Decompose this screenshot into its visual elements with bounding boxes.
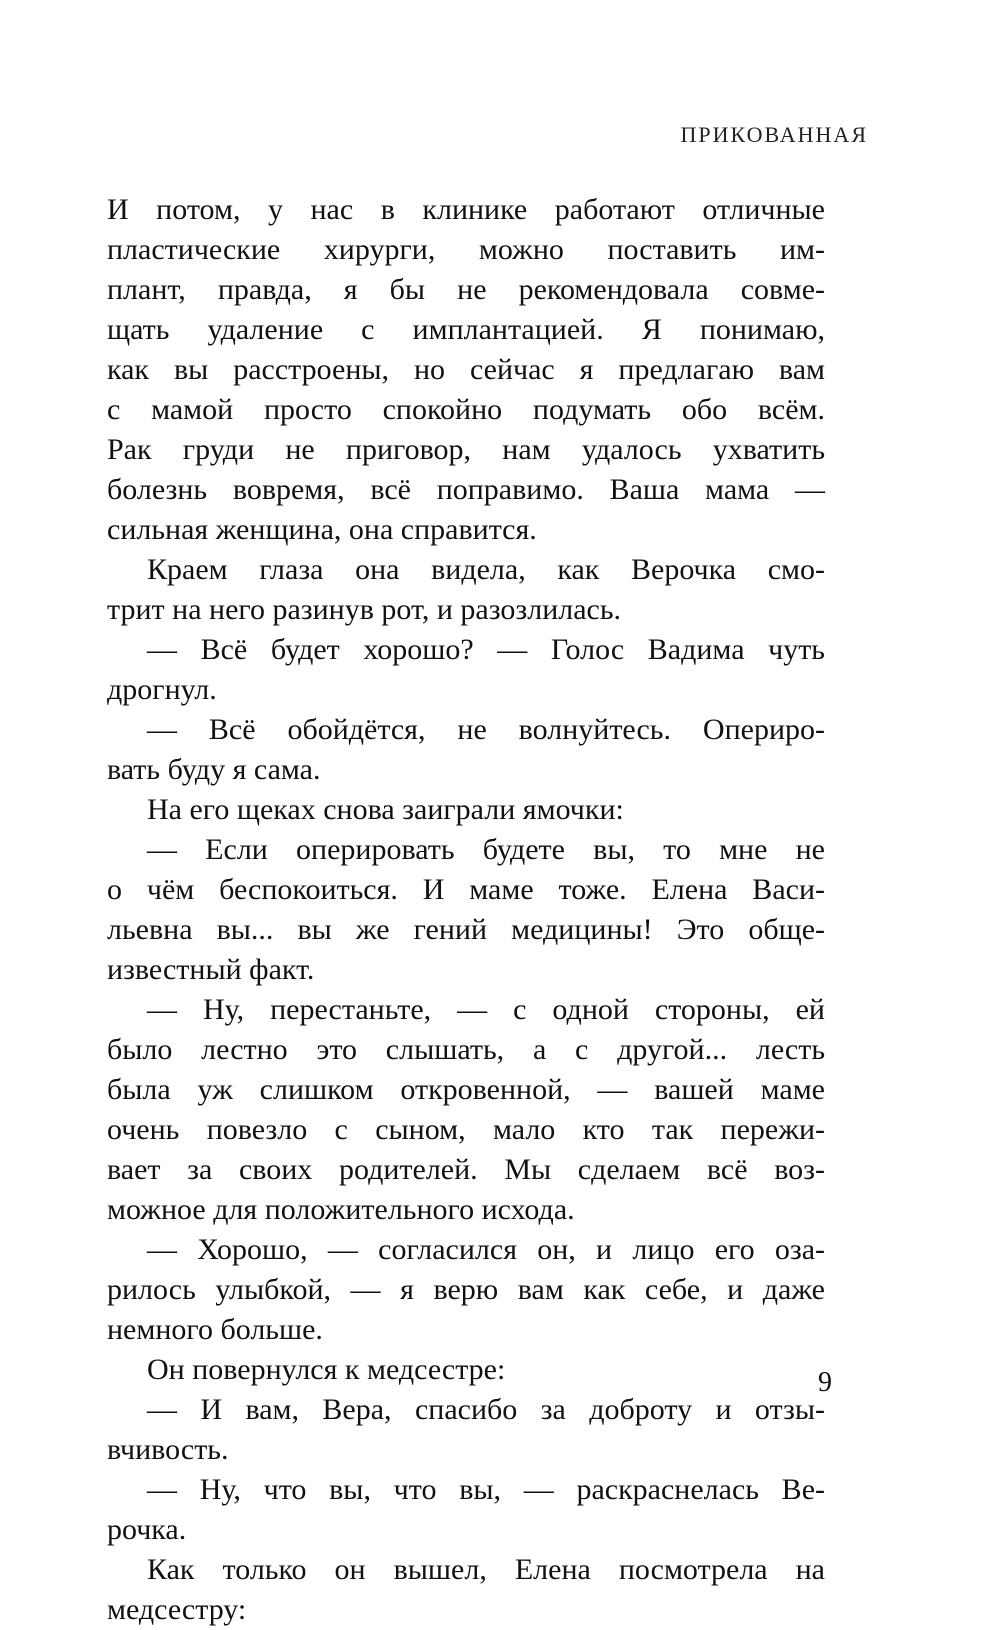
text-line: была уж слишком откровенной, — вашей маме [107, 1073, 825, 1106]
text-line: пластические хирурги, можно поставить им- [107, 233, 825, 266]
text-line: вает за своих родителей. Мы сделаем всё воз- [107, 1153, 825, 1186]
text-line: Как только он вышел, Елена посмотрела на [147, 1553, 825, 1586]
text-line: с мамой просто спокойно подумать обо всём. [107, 393, 825, 426]
running-head: ПРИКОВАННАЯ [680, 122, 868, 147]
text-line: — И вам, Вера, спасибо за доброту и отзы- [147, 1393, 825, 1426]
text-line: рочка. [107, 1513, 187, 1546]
text-line: щать удаление с имплантацией. Я понимаю, [107, 313, 825, 346]
text-line: Краем глаза она видела, как Верочка смо- [147, 553, 825, 586]
text-line: сильная женщина, она справится. [107, 513, 537, 546]
text-line: было лестно это слышать, а с другой... лесть [107, 1033, 825, 1066]
text-line: дрогнул. [107, 673, 217, 706]
text-line: — Хорошо, — согласился он, и лицо его оза- [147, 1233, 825, 1266]
text-line: немного больше. [107, 1313, 323, 1346]
text-line: плант, правда, я бы не рекомендовала совме- [107, 273, 825, 306]
text-line: — Всё будет хорошо? — Голос Вадима чуть [147, 633, 825, 666]
text-line: трит на него разинув рот, и разозлилась. [107, 593, 622, 626]
text-line: известный факт. [107, 953, 315, 986]
text-line: медсестру: [107, 1593, 247, 1626]
text-line: — Всё обойдётся, не волнуйтесь. Опериро- [147, 713, 825, 746]
text-line: — Ну, перестаньте, — с одной стороны, ей [147, 993, 825, 1026]
text-line: льевна вы... вы же гений медицины! Это обще- [107, 913, 825, 946]
text-line: вать буду я сама. [107, 753, 321, 786]
text-line: очень повезло с сыном, мало кто так пережи- [107, 1113, 825, 1146]
text-line: И потом, у нас в клинике работают отличные [107, 193, 825, 226]
text-line: вчивость. [107, 1433, 229, 1466]
page-number: 9 [818, 1367, 832, 1398]
text-line: как вы расстроены, но сейчас я предлагаю вам [107, 353, 825, 386]
text-line: можное для положительного исхода. [107, 1193, 575, 1226]
text-line: — Ну, что вы, что вы, — раскраснелась Ве- [147, 1473, 825, 1506]
text-line: рилось улыбкой, — я верю вам как себе, и даже [107, 1273, 825, 1306]
text-line: — Если оперировать будете вы, то мне не [147, 833, 825, 866]
body-text [107, 190, 825, 1630]
text-line: На его щеках снова заиграли ямочки: [147, 793, 624, 826]
text-line: Рак груди не приговор, нам удалось ухватить [107, 433, 825, 466]
text-line: Он повернулся к медсестре: [147, 1353, 506, 1386]
text-line: болезнь вовремя, всё поправимо. Ваша мама — [107, 473, 825, 506]
text-line: о чём беспокоиться. И маме тоже. Елена Васи- [107, 873, 825, 906]
